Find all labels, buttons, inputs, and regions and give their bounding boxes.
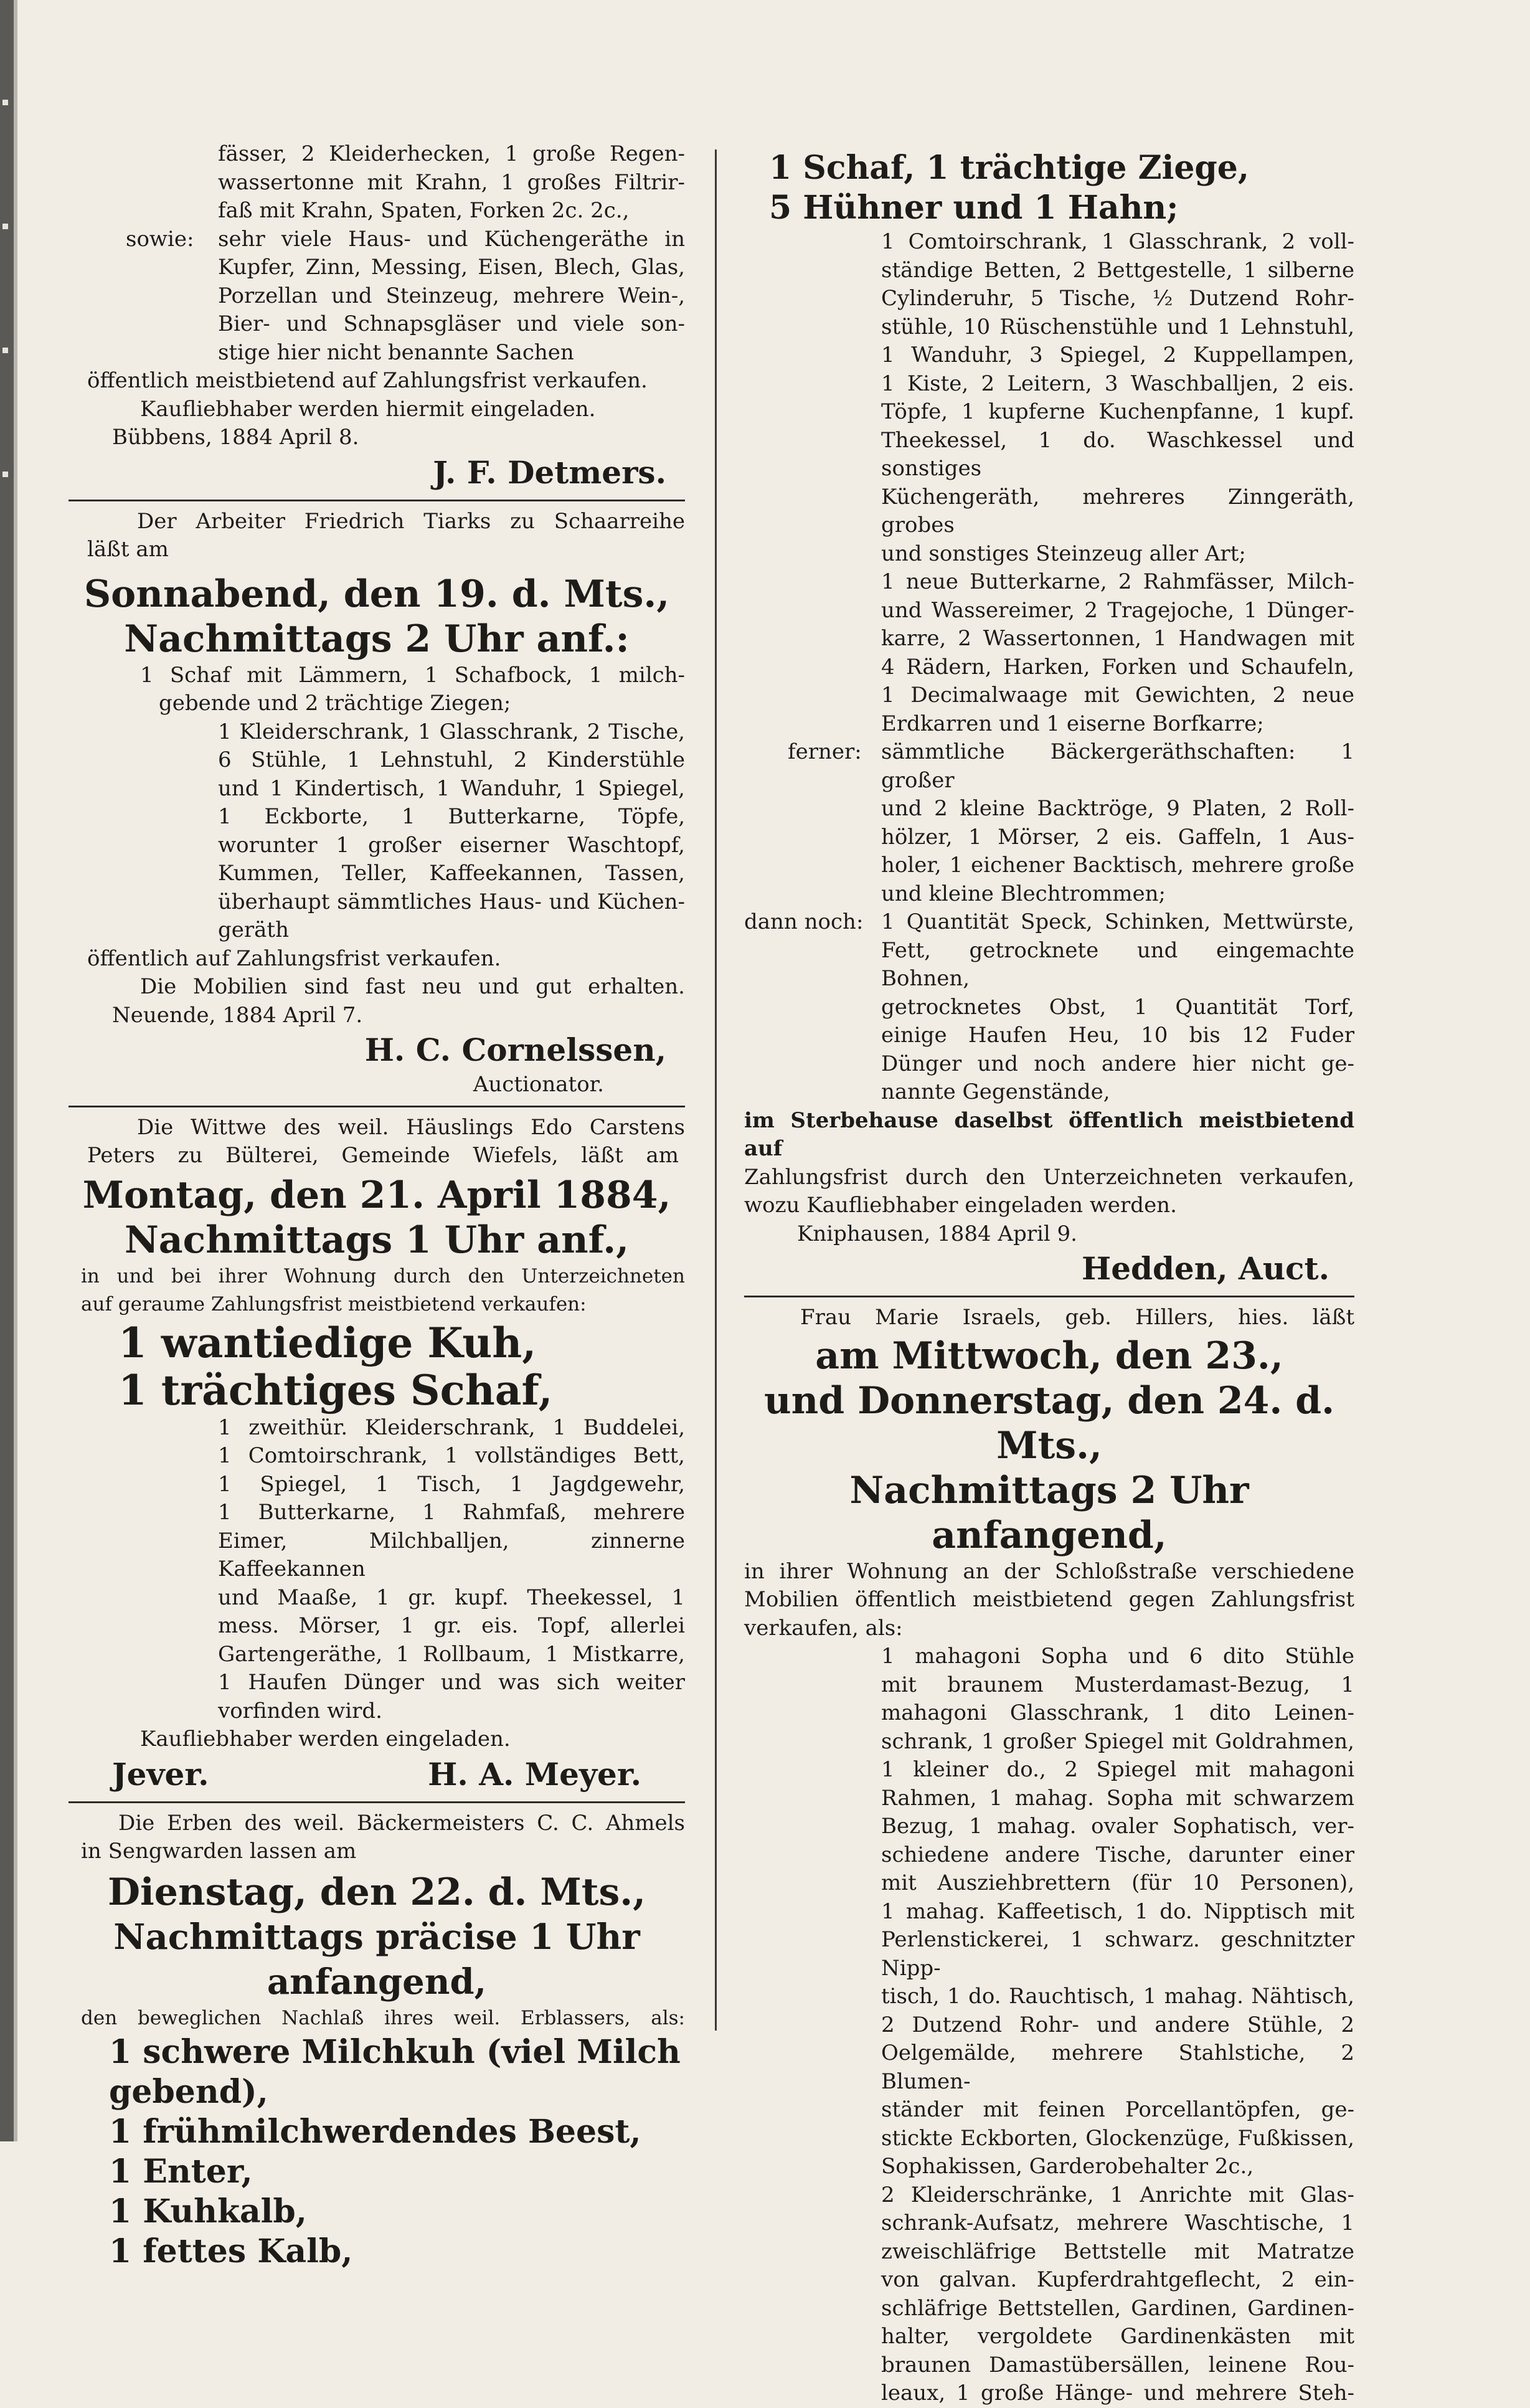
text-line: Kupfer, Zinn, Messing, Eisen, Blech, Glas, xyxy=(218,255,685,280)
text-line: 1 Schaf mit Lämmern, 1 Schafbock, 1 milch- xyxy=(140,662,685,688)
highlight-item: 1 Schaf, 1 trächtige Ziege, xyxy=(769,149,1249,187)
items-block xyxy=(744,1642,1354,2408)
ad-divider xyxy=(744,1296,1354,1297)
highlight-item: 1 schwere Milchkuh (viel Milch gebend), xyxy=(109,2033,681,2111)
text-line: im Sterbehause daselbst öffentlich meistbietend auf xyxy=(744,1107,1354,1161)
text-line: 1 zweithür. Kleiderschrank, 1 Buddelei, xyxy=(218,1415,685,1440)
text-line: mahagoni Glasschrank, 1 dito Leinen- xyxy=(881,1700,1354,1725)
text-line: Erdkarren und 1 eiserne Borfkarre; xyxy=(881,711,1264,736)
highlight-item: 1 fettes Kalb, xyxy=(109,2232,353,2270)
text-line: in ihrer Wohnung an der Schloßstraße verschiedene xyxy=(744,1558,1354,1584)
place-date: Neuende, 1884 April 7. xyxy=(112,1002,363,1028)
text-line: leaux, 1 große Hänge- und mehrere Steh- xyxy=(881,2381,1354,2406)
text-line: auf geraume Zahlungsfrist meistbietend verkaufen: xyxy=(81,1293,587,1315)
text-line: faß mit Krahn, Spaten, Forken 2c. 2c., xyxy=(218,198,630,223)
text-line: karre, 2 Wassertonnen, 1 Handwagen mit xyxy=(881,626,1354,651)
text-line: Dünger und noch andere hier nicht ge- xyxy=(881,1051,1354,1076)
dann-noch-block xyxy=(744,908,1354,1107)
ferner-block xyxy=(744,738,1354,908)
text-line: gebende und 2 trächtige Ziegen; xyxy=(159,691,511,716)
text-line: Bier- und Schnapsgläser und viele son- xyxy=(218,311,685,336)
sale-time: Nachmittags präcise 1 Uhr anfangend, xyxy=(113,1916,640,2003)
dann-noch-label: dann noch: xyxy=(744,909,864,934)
ad-israels xyxy=(744,1304,1354,2408)
text-line: Kaufliebhaber werden hiermit eingeladen. xyxy=(140,396,596,422)
text-line: ständige Betten, 2 Bettgestelle, 1 silberne xyxy=(881,257,1354,283)
text-line: Cylinderuhr, 5 Tische, ½ Dutzend Rohr- xyxy=(881,286,1354,311)
text-line: öffentlich auf Zahlungsfrist verkaufen. xyxy=(87,946,501,971)
text-line: 1 Butterkarne, 1 Rahmfaß, mehrere xyxy=(218,1500,685,1525)
text-line: schrank, 1 großer Spiegel mit Goldrahmen, xyxy=(881,1728,1354,1754)
text-line: 1 Haufen Dünger und was sich weiter xyxy=(218,1670,685,1695)
sale-time: Nachmittags 2 Uhr anfangend, xyxy=(849,1468,1249,1557)
text-line: geräth xyxy=(218,917,289,942)
text-line: Die Mobilien sind fast neu und gut erhalten. xyxy=(140,974,685,999)
text-line: 6 Stühle, 1 Lehnstuhl, 2 Kinderstühle xyxy=(218,747,685,772)
ad-divider xyxy=(68,1106,685,1107)
ad-divider xyxy=(68,1801,685,1803)
text-line: und 1 Kindertisch, 1 Wanduhr, 1 Spiegel, xyxy=(218,775,685,801)
text-line: Der Arbeiter Friedrich Tiarks zu Schaarreihe xyxy=(137,508,685,534)
text-line: Theekessel, 1 do. Waschkessel und sonstiges xyxy=(881,427,1354,481)
text-line: und kleine Blechtrommen; xyxy=(881,881,1166,906)
text-line: Rahmen, 1 mahag. Sopha mit schwarzem xyxy=(881,1785,1354,1811)
edge-marks xyxy=(2,100,11,595)
text-line: 4 Rädern, Harken, Forken und Schaufeln, xyxy=(881,654,1354,680)
sale-date: Montag, den 21. April 1884, xyxy=(82,1173,671,1217)
sowie-block xyxy=(68,225,685,367)
text-line: sämmtliche Bäckergeräthschaften: 1 großer xyxy=(881,739,1354,793)
text-line: fässer, 2 Kleiderhecken, 1 große Regen- xyxy=(218,141,685,166)
ad-tiarks-items xyxy=(68,718,685,945)
items-block xyxy=(744,228,1354,738)
text-line: tisch, 1 do. Rauchtisch, 1 mahag. Nähtisch, xyxy=(881,1984,1354,2009)
text-line: und Wassereimer, 2 Tragejoche, 1 Dünger- xyxy=(881,597,1354,623)
text-line: ständer mit feinen Porcellantöpfen, ge- xyxy=(881,2097,1354,2122)
text-line: stühle, 10 Rüschenstühle und 1 Lehnstuhl, xyxy=(881,314,1354,339)
text-line: und Maaße, 1 gr. kupf. Theekessel, 1 xyxy=(218,1585,685,1610)
text-line: 1 Spiegel, 1 Tisch, 1 Jagdgewehr, xyxy=(218,1471,685,1497)
place-date: Kniphausen, 1884 April 9. xyxy=(797,1221,1077,1246)
highlight-item: 1 frühmilchwerdendes Beest, xyxy=(109,2113,641,2151)
text-line: holer, 1 eichener Backtisch, mehrere große xyxy=(881,853,1354,878)
page-gutter xyxy=(14,0,17,2141)
text-line: von galvan. Kupferdrahtgeflecht, 2 ein- xyxy=(881,2267,1354,2292)
text-line: sehr viele Haus- und Küchengeräthe in xyxy=(218,226,685,252)
highlight-item: 1 wantiedige Kuh, xyxy=(118,1318,537,1367)
ad-detmers-items xyxy=(68,140,685,225)
text-line: schläfrige Bettstellen, Gardinen, Gardinen- xyxy=(881,2295,1354,2321)
text-line: 1 mahagoni Sopha und 6 dito Stühle xyxy=(881,1644,1354,1669)
text-line: Gartengeräthe, 1 Rollbaum, 1 Mistkarre, xyxy=(218,1641,685,1667)
signature: H. C. Cornelssen, xyxy=(364,1031,666,1068)
text-line: 2 Dutzend Rohr- und andere Stühle, 2 xyxy=(881,2012,1354,2037)
sowie-label: sowie: xyxy=(126,226,194,252)
text-line: wassertonne mit Krahn, 1 großes Filtrir- xyxy=(218,169,685,195)
text-line: Die Erben des weil. Bäckermeisters C. C. Ahmels xyxy=(118,1810,685,1836)
text-line: braunen Damastübersällen, leinene Rou- xyxy=(881,2352,1354,2377)
highlight-item: 1 Enter, xyxy=(109,2153,253,2191)
sale-date: am Mittwoch, den 23., xyxy=(815,1334,1283,1378)
text-line: schrank-Aufsatz, mehrere Waschtische, 1 xyxy=(881,2211,1354,2235)
ad-carstens xyxy=(68,1114,685,1795)
text-line: einige Haufen Heu, 10 bis 12 Fuder xyxy=(881,1023,1354,1048)
text-line: 1 Comtoirschrank, 1 Glasschrank, 2 voll- xyxy=(881,229,1354,254)
text-line: Sophakissen, Garderobehalter 2c., xyxy=(881,2154,1254,2179)
text-line: 1 Wanduhr, 3 Spiegel, 2 Kuppellampen, xyxy=(881,343,1354,367)
ferner-label: ferner: xyxy=(788,739,862,764)
sale-time: Nachmittags 2 Uhr anf.: xyxy=(124,617,630,661)
text-line: mit braunem Musterdamast-Bezug, 1 xyxy=(881,1672,1354,1697)
text-line: öffentlich meistbietend auf Zahlungsfrist verkaufen. xyxy=(87,368,648,393)
text-line: 2 Kleiderschränke, 1 Anrichte mit Glas- xyxy=(881,2182,1354,2207)
text-line: Fett, getrocknete und eingemachte Bohnen, xyxy=(881,937,1354,991)
text-line: Perlenstickerei, 1 schwarz. geschnitzter Nipp- xyxy=(881,1927,1354,1981)
text-line: zweischläfrige Bettstelle mit Matratze xyxy=(881,2239,1354,2264)
text-line: den beweglichen Nachlaß ihres weil. Erblassers, als: xyxy=(81,2006,685,2029)
text-line: Porzellan und Steinzeug, mehrere Wein-, xyxy=(218,283,685,308)
text-line: mess. Mörser, 1 gr. eis. Topf, allerlei xyxy=(218,1613,685,1638)
highlight-item: 1 trächtiges Schaf, xyxy=(118,1365,553,1415)
text-line: hölzer, 1 Mörser, 2 eis. Gaffeln, 1 Aus- xyxy=(881,824,1354,850)
sale-time: Nachmittags 1 Uhr anf., xyxy=(124,1218,630,1262)
text-line: in und bei ihrer Wohnung durch den Unterzeichneten xyxy=(81,1264,685,1287)
text-line: stige hier nicht benannte Sachen xyxy=(218,339,574,365)
ad-detmers xyxy=(68,140,685,493)
text-line: und sonstiges Steinzeug aller Art; xyxy=(881,541,1246,566)
text-line: Bezug, 1 mahag. ovaler Sophatisch, ver- xyxy=(881,1814,1354,1839)
text-line: und 2 kleine Backtröge, 9 Platen, 2 Roll- xyxy=(881,796,1354,821)
text-line: wozu Kaufliebhaber eingeladen werden. xyxy=(744,1193,1177,1218)
text-line: überhaupt sämmtliches Haus- und Küchen- xyxy=(218,889,685,914)
left-column xyxy=(68,140,685,2272)
text-line: 1 Quantität Speck, Schinken, Mettwürste, xyxy=(881,909,1354,934)
sale-date: Sonnabend, den 19. d. Mts., xyxy=(83,572,670,616)
text-line: Die Wittwe des weil. Häuslings Edo Carstens xyxy=(137,1114,685,1140)
ad-carstens-items xyxy=(68,1414,685,1726)
text-line: in Sengwarden lassen am xyxy=(81,1839,357,1864)
text-line: 1 kleiner do., 2 Spiegel mit mahagoni xyxy=(881,1757,1354,1782)
ad-divider xyxy=(68,500,685,501)
text-line: Peters zu Bülterei, Gemeinde Wiefels, läßt am xyxy=(87,1143,679,1168)
text-line: 1 neue Butterkarne, 2 Rahmfässer, Milch- xyxy=(881,569,1354,594)
ad-ahmels-continued xyxy=(744,148,1354,1289)
place-date: Bübbens, 1884 April 8. xyxy=(112,425,359,450)
sale-date: Dienstag, den 22. d. Mts., xyxy=(107,1870,646,1914)
text-line: Kummen, Teller, Kaffeekannen, Tassen, xyxy=(218,861,685,886)
text-line: läßt am xyxy=(87,537,169,562)
text-line: worunter 1 großer eiserner Waschtopf, xyxy=(218,832,685,858)
text-line: stickte Eckborten, Glockenzüge, Fußkissen, xyxy=(881,2125,1354,2151)
text-line: getrocknetes Obst, 1 Quantität Torf, xyxy=(881,994,1354,1020)
text-line: verkaufen, als: xyxy=(744,1615,903,1641)
text-line: 1 Kiste, 2 Leitern, 3 Waschballjen, 2 eis. xyxy=(881,371,1354,396)
text-line: 1 mahag. Kaffeetisch, 1 do. Nipptisch mit xyxy=(881,1898,1354,1924)
signature: Hedden, Auct. xyxy=(1081,1250,1329,1287)
text-line: Töpfe, 1 kupferne Kuchenpfanne, 1 kupf. xyxy=(881,399,1354,424)
right-column xyxy=(744,148,1354,2408)
highlight-item: 5 Hühner und 1 Hahn; xyxy=(769,189,1179,227)
ad-tiarks xyxy=(68,508,685,1099)
sale-date: und Donnerstag, den 24. d. Mts., xyxy=(763,1378,1335,1467)
text-line: Küchengeräth, mehreres Zinngeräth, grobes xyxy=(881,484,1354,538)
text-line: 1 Comtoirschrank, 1 vollständiges Bett, xyxy=(218,1443,685,1468)
ad-ahmels xyxy=(68,1809,685,2272)
text-line: Oelgemälde, mehrere Stahlstiche, 2 Blumen- xyxy=(881,2041,1354,2094)
text-line: Frau Marie Israels, geb. Hillers, hies. läßt xyxy=(800,1305,1354,1330)
signature: H. A. Meyer. xyxy=(428,1755,641,1793)
signature: J. F. Detmers. xyxy=(433,453,666,491)
text-line: halter, vergoldete Gardinenkästen mit xyxy=(881,2324,1354,2349)
highlight-item: 1 Kuhkalb, xyxy=(109,2192,307,2230)
signature-title: Auctionator. xyxy=(473,1072,604,1097)
text-line: Mobilien öffentlich meistbietend gegen Zahlungsfrist xyxy=(744,1587,1354,1612)
text-line: mit Ausziehbrettern (für 10 Personen), xyxy=(881,1870,1354,1895)
text-line: vorfinden wird. xyxy=(218,1698,382,1723)
column-separator xyxy=(715,149,717,2031)
text-line: Eimer, Milchballjen, zinnerne Kaffeekannen xyxy=(218,1528,685,1581)
text-line: 1 Eckborte, 1 Butterkarne, Töpfe, xyxy=(218,804,685,829)
text-line: nannte Gegenstände, xyxy=(881,1079,1110,1104)
text-line: Zahlungsfrist durch den Unterzeichneten verkaufen, xyxy=(744,1164,1354,1190)
text-line: 1 Decimalwaage mit Gewichten, 2 neue xyxy=(881,683,1354,708)
text-line: Kaufliebhaber werden eingeladen. xyxy=(140,1727,511,1751)
text-line: schiedene andere Tische, darunter einer xyxy=(881,1842,1354,1867)
place: Jever. xyxy=(112,1755,209,1793)
text-line: 1 Kleiderschrank, 1 Glasschrank, 2 Tische, xyxy=(218,719,685,744)
